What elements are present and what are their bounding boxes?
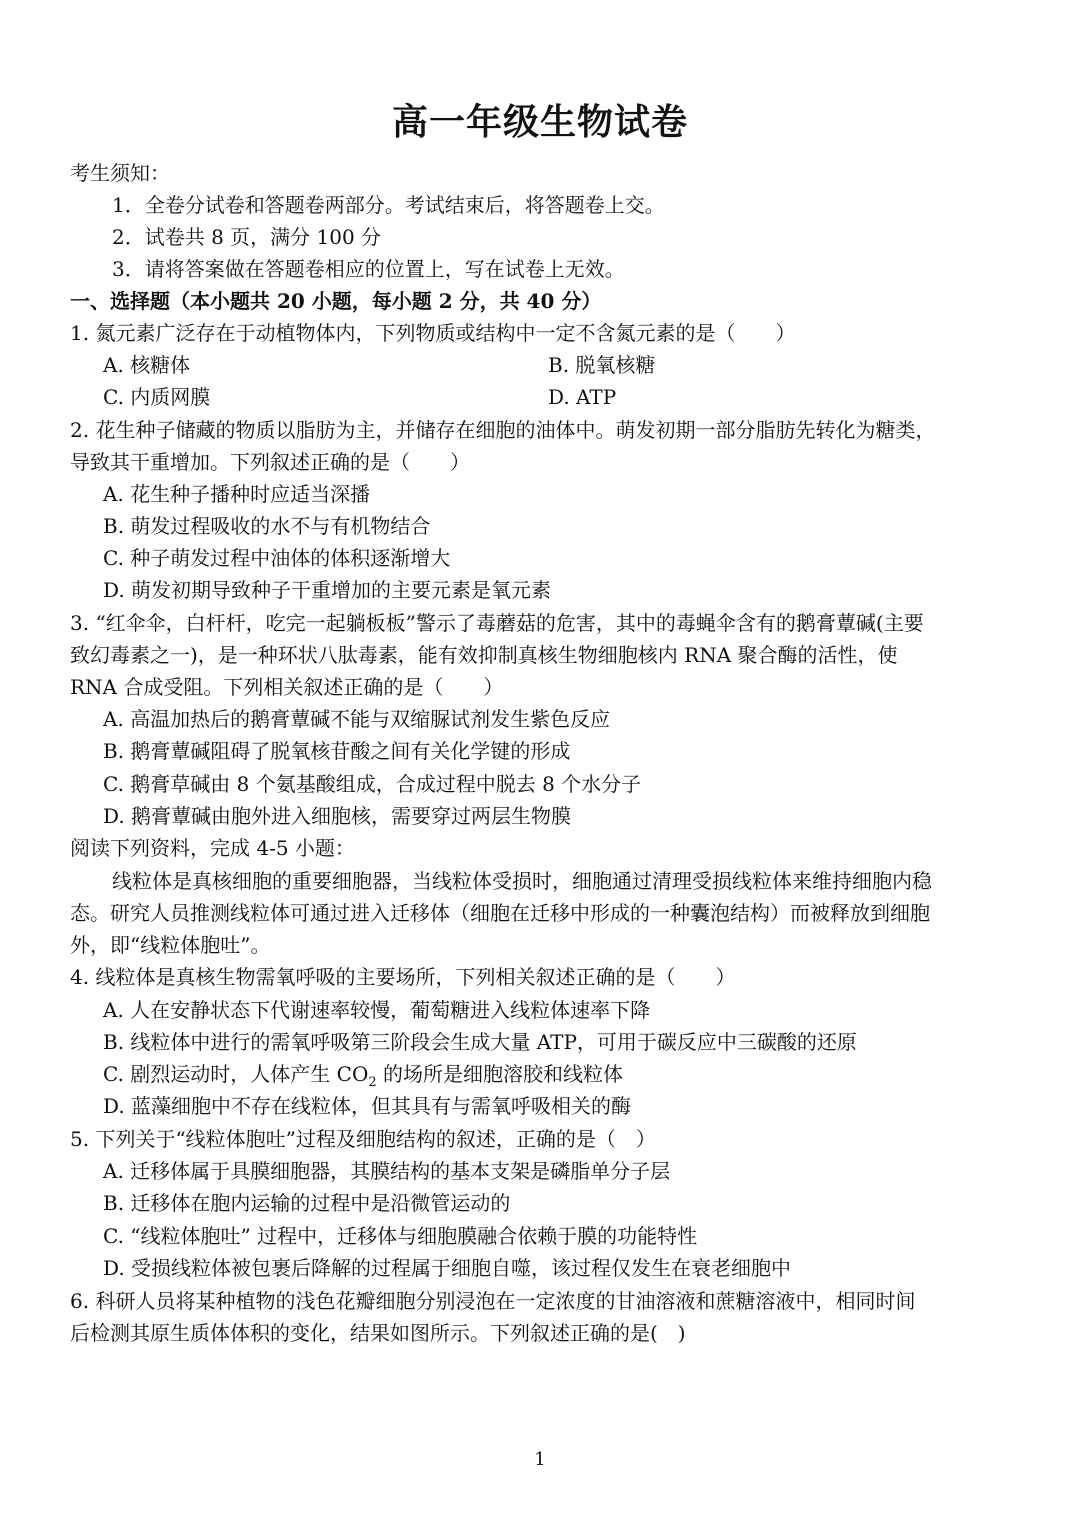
option-b: B. 线粒体中进行的需氧呼吸第三阶段会生成大量 ATP，可用于碳反应中三碳酸的还原 [103,1030,857,1054]
option-b: B. 鹅膏蕈碱阻碍了脱氧核苷酸之间有关化学键的形成 [103,739,571,763]
option-c: C. 内质网膜 [103,385,211,409]
option-d: D. ATP [548,385,617,409]
reading-text: 外，即“线粒体胞吐”。 [70,933,271,957]
option-c: C. 种子萌发过程中油体的体积逐渐增大 [103,546,451,570]
option-c [103,1061,624,1090]
option-d: D. 蓝藻细胞中不存在线粒体，但其具有与需氧呼吸相关的酶 [103,1094,632,1118]
option-a: A. 迁移体属于具膜细胞器，其膜结构的基本支架是磷脂单分子层 [103,1159,671,1183]
question-stem: 5. 下列关于“线粒体胞吐”过程及细胞结构的叙述，正确的是（ ） [70,1127,656,1151]
question-stem: 导致其干重增加。下列叙述正确的是（ ） [70,450,470,474]
option-a: A. 高温加热后的鹅膏蕈碱不能与双缩脲试剂发生紫色反应 [103,707,611,731]
notice-item: 1．全卷分试卷和答题卷两部分。考试结束后，将答题卷上交。 [112,193,665,217]
option-c-text: 的场所是细胞溶胶和线粒体 [376,1062,624,1086]
page-title: 高一年级生物试卷 [391,101,688,143]
page-number: 1 [534,1449,546,1470]
notice-heading: 考生须知： [70,161,170,185]
option-c: C. 鹅膏草碱由 8 个氨基酸组成，合成过程中脱去 8 个水分子 [103,772,642,796]
question-stem: RNA 合成受阻。下列相关叙述正确的是（ ） [70,675,504,699]
subscript: 2 [368,1075,377,1090]
notice-item: 2．试卷共 8 页，满分 100 分 [112,225,382,249]
question-stem: 4. 线粒体是真核生物需氧呼吸的主要场所，下列相关叙述正确的是（ ） [70,965,736,989]
option-c-text: C. 剧烈运动时，人体产生 CO [103,1062,369,1086]
option-a: A. 花生种子播种时应适当深播 [103,482,371,506]
option-c: C. “线粒体胞吐” 过程中，迁移体与细胞膜融合依赖于膜的功能特性 [103,1224,698,1248]
section-heading: 一、选择题（本小题共 20 小题，每小题 2 分，共 40 分） [70,289,602,313]
option-b: B. 萌发过程吸收的水不与有机物结合 [103,514,431,538]
reading-text: 态。研究人员推测线粒体可通过进入迁移体（细胞在迁移中形成的一种囊泡结构）而被释放到细胞 [70,901,930,925]
option-a: A. 核糖体 [103,353,191,377]
notice-item: 3．请将答案做在答题卷相应的位置上，写在试卷上无效。 [112,257,625,281]
option-b: B. 脱氧核糖 [548,353,656,377]
reading-text: 线粒体是真核细胞的重要细胞器，当线粒体受损时，细胞通过清理受损线粒体来维持细胞内稳 [112,869,932,893]
question-stem: 后检测其原生质体体积的变化，结果如图所示。下列叙述正确的是( ) [70,1321,686,1345]
question-stem: 6. 科研人员将某种植物的浅色花瓣细胞分别浸泡在一定浓度的甘油溶液和蔗糖溶液中，相同时间 [70,1289,916,1313]
option-a: A. 人在安静状态下代谢速率较慢，葡萄糖进入线粒体速率下降 [103,998,651,1022]
question-stem: 1. 氮元素广泛存在于动植物体内，下列物质或结构中一定不含氮元素的是（ ） [70,321,796,345]
option-b: B. 迁移体在胞内运输的过程中是沿微管运动的 [103,1191,511,1215]
reading-intro: 阅读下列资料，完成 4-5 小题： [70,836,355,860]
option-d: D. 萌发初期导致种子干重增加的主要元素是氧元素 [103,578,552,602]
question-stem: 致幻毒素之一)，是一种环状八肽毒素，能有效抑制真核生物细胞核内 RNA 聚合酶的活性，使 [70,643,898,667]
question-stem: 3. “红伞伞，白杆杆，吃完一起躺板板”警示了毒蘑菇的危害，其中的毒蝇伞含有的鹅膏蕈碱(主要 [70,611,924,635]
option-d: D. 鹅膏蕈碱由胞外进入细胞核，需要穿过两层生物膜 [103,804,572,828]
option-d: D. 受损线粒体被包裹后降解的过程属于细胞自噬，该过程仅发生在衰老细胞中 [103,1256,792,1280]
question-stem: 2. 花生种子储藏的物质以脂肪为主，并储存在细胞的油体中。萌发初期一部分脂肪先转化为糖类， [70,418,936,442]
